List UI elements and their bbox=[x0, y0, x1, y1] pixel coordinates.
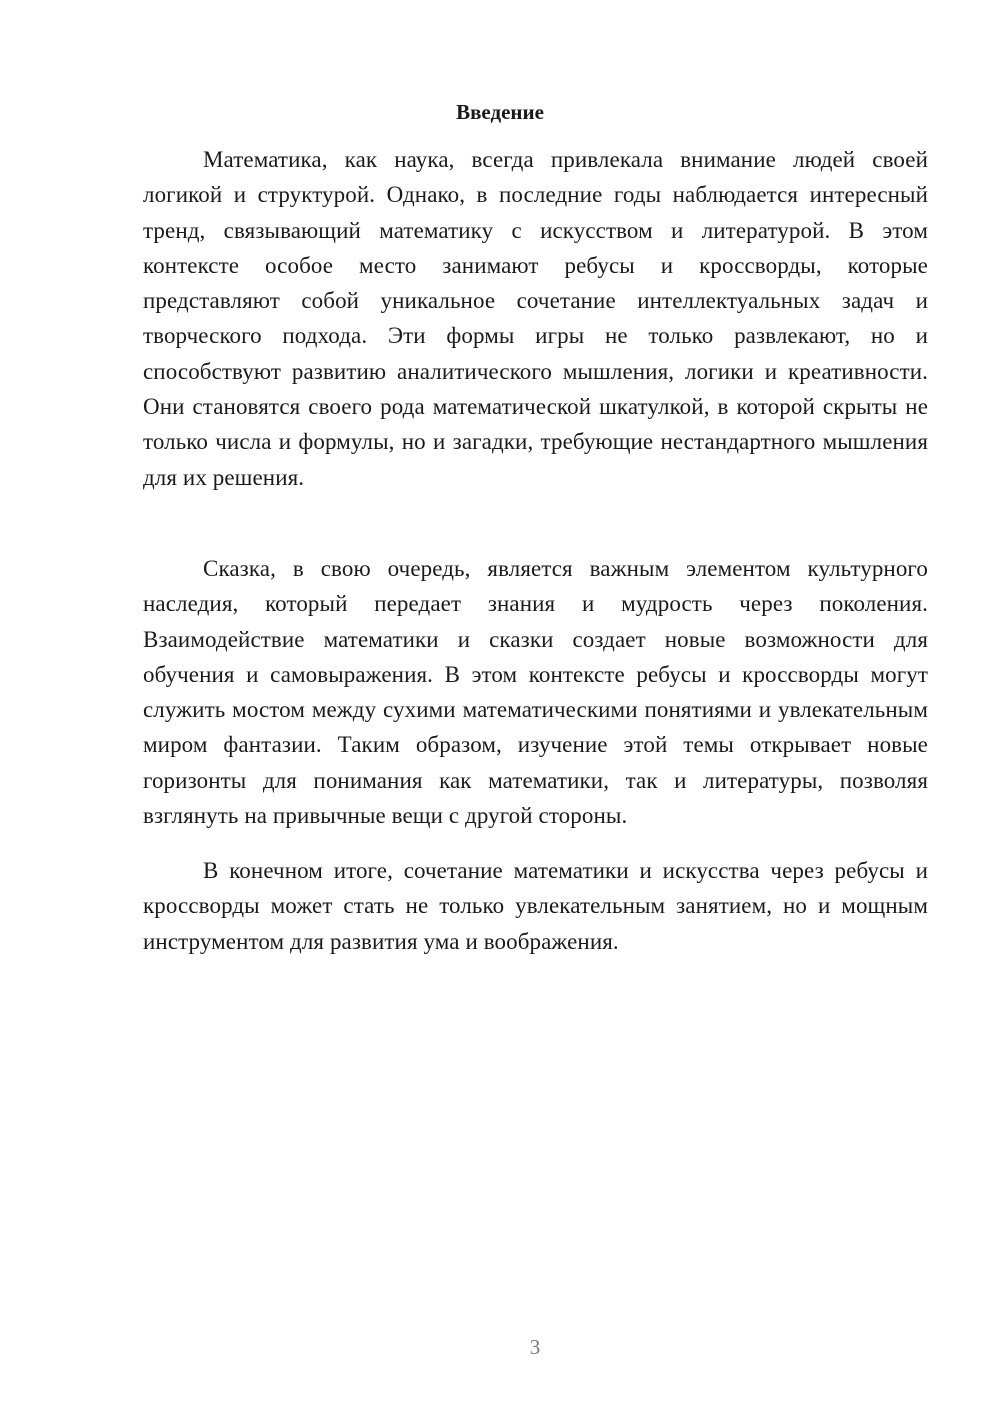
intro-paragraph-3: В конечном итоге, сочетание математики и искусства через ребусы и кроссворды может стать не только увлекательным занятием, но и мощным инструментом для развития ума и воображения. bbox=[143, 858, 928, 954]
intro-paragraph-1: Математика, как наука, всегда привлекала внимание людей своей логикой и структурой. Однако, в последние годы наблюдается интересный тренд, связывающий математику с искусством и литературой. В этом контексте особое место занимают ребусы и кроссворды, которые представляют собой уникальное сочетание интеллектуальных задач и творческого подхода. Эти формы игры не только развлекают, но и способствуют развитию аналитического мышления, логики и креативности. Они становятся своего рода математической шкатулкой, в которой скрыты не только числа и формулы, но и загадки, требующие нестандартного мышления для их решения. bbox=[143, 147, 928, 490]
intro-paragraph-2: Сказка, в свою очередь, является важным элементом культурного наследия, который передает знания и мудрость через поколения. Взаимодействие математики и сказки создает новые возможности для обучения и самовыражения. В этом контексте ребусы и кроссворды могут служить мостом между сухими математическими понятиями и увлекательным миром фантазии. Таким образом, изучение этой темы открывает новые горизонты для понимания как математики, так и литературы, позволяя взглянуть на привычные вещи с другой стороны. bbox=[143, 556, 928, 829]
page-title: Введение bbox=[456, 100, 544, 124]
page-number: 3 bbox=[529, 1335, 541, 1359]
